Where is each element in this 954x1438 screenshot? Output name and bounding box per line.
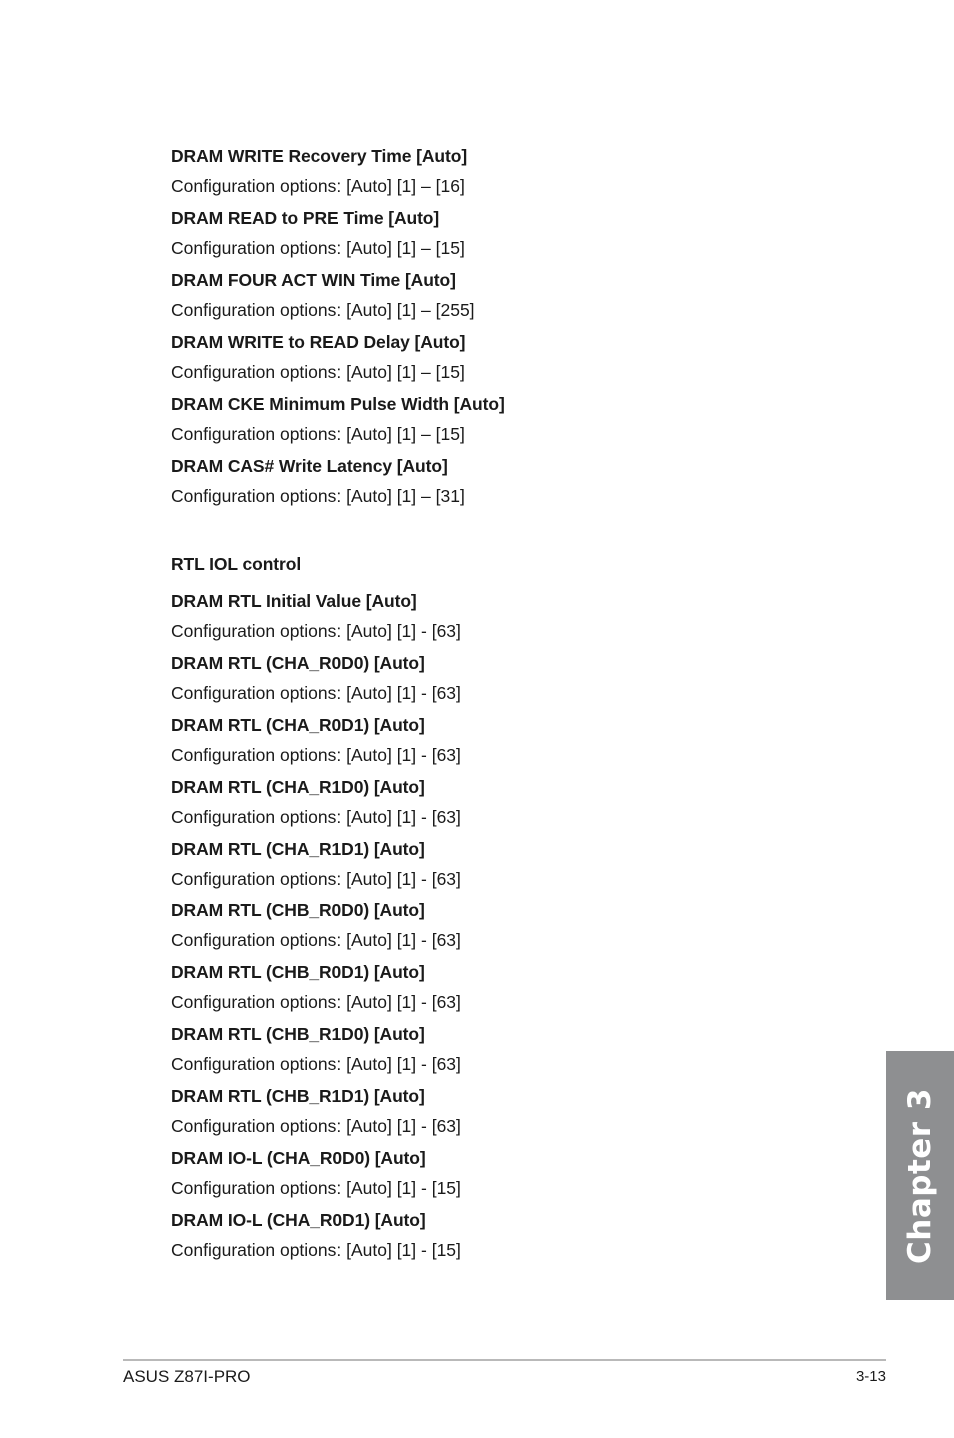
- entry-title: DRAM RTL (CHB_R1D1) [Auto]: [171, 1086, 425, 1106]
- entry-description: Configuration options: [Auto] [1] - [63]: [171, 1054, 461, 1074]
- entry-title: DRAM IO-L (CHA_R0D0) [Auto]: [171, 1148, 426, 1168]
- chapter-label: Chapter 3: [902, 1087, 938, 1264]
- entry-title: DRAM RTL (CHA_R1D0) [Auto]: [171, 777, 425, 797]
- entry-description: Configuration options: [Auto] [1] - [15]: [171, 1178, 461, 1198]
- entry-description: Configuration options: [Auto] [1] - [63]: [171, 745, 461, 765]
- entry-title: DRAM RTL (CHA_R0D0) [Auto]: [171, 653, 425, 673]
- footer-divider: [123, 1359, 886, 1361]
- entry-title: DRAM CAS# Write Latency [Auto]: [171, 456, 448, 476]
- footer-page-number: 3-13: [855, 1368, 886, 1385]
- entry-description: Configuration options: [Auto] [1] - [63]: [171, 992, 461, 1012]
- entry-title: DRAM WRITE to READ Delay [Auto]: [171, 332, 466, 352]
- entry-title: DRAM IO-L (CHA_R0D1) [Auto]: [171, 1210, 426, 1230]
- entry-description: Configuration options: [Auto] [1] - [63]: [171, 1116, 461, 1136]
- entry-title: DRAM RTL (CHA_R1D1) [Auto]: [171, 839, 425, 859]
- entry-title: DRAM WRITE Recovery Time [Auto]: [171, 146, 468, 166]
- entry-title: DRAM RTL (CHB_R0D1) [Auto]: [171, 962, 425, 982]
- entry-description: Configuration options: [Auto] [1] – [31]: [171, 486, 465, 506]
- entry-description: Configuration options: [Auto] [1] - [63]: [171, 930, 461, 950]
- entry-description: Configuration options: [Auto] [1] – [15]: [171, 424, 465, 444]
- entry-title: DRAM RTL (CHA_R0D1) [Auto]: [171, 715, 425, 735]
- chapter-tab: [886, 1051, 954, 1300]
- entry-description: Configuration options: [Auto] [1] – [16]: [171, 176, 465, 196]
- entry-title: DRAM CKE Minimum Pulse Width [Auto]: [171, 394, 505, 414]
- entry-title: DRAM RTL Initial Value [Auto]: [171, 591, 417, 611]
- entry-description: Configuration options: [Auto] [1] – [255]: [171, 300, 475, 320]
- entry-description: Configuration options: [Auto] [1] - [63]: [171, 621, 461, 641]
- entry-title: DRAM READ to PRE Time [Auto]: [171, 208, 440, 228]
- footer-product-name: ASUS Z87I-PRO: [123, 1367, 251, 1386]
- entry-title: DRAM RTL (CHB_R1D0) [Auto]: [171, 1024, 425, 1044]
- entry-description: Configuration options: [Auto] [1] – [15]: [171, 238, 465, 258]
- entry-description: Configuration options: [Auto] [1] - [15]: [171, 1240, 461, 1260]
- entry-description: Configuration options: [Auto] [1] - [63]: [171, 869, 461, 889]
- entry-title: DRAM FOUR ACT WIN Time [Auto]: [171, 270, 456, 290]
- entry-description: Configuration options: [Auto] [1] - [63]: [171, 807, 461, 827]
- entry-description: Configuration options: [Auto] [1] – [15]: [171, 362, 465, 382]
- entry-description: Configuration options: [Auto] [1] - [63]: [171, 683, 461, 703]
- section-title: RTL IOL control: [171, 554, 302, 574]
- entry-title: DRAM RTL (CHB_R0D0) [Auto]: [171, 900, 425, 920]
